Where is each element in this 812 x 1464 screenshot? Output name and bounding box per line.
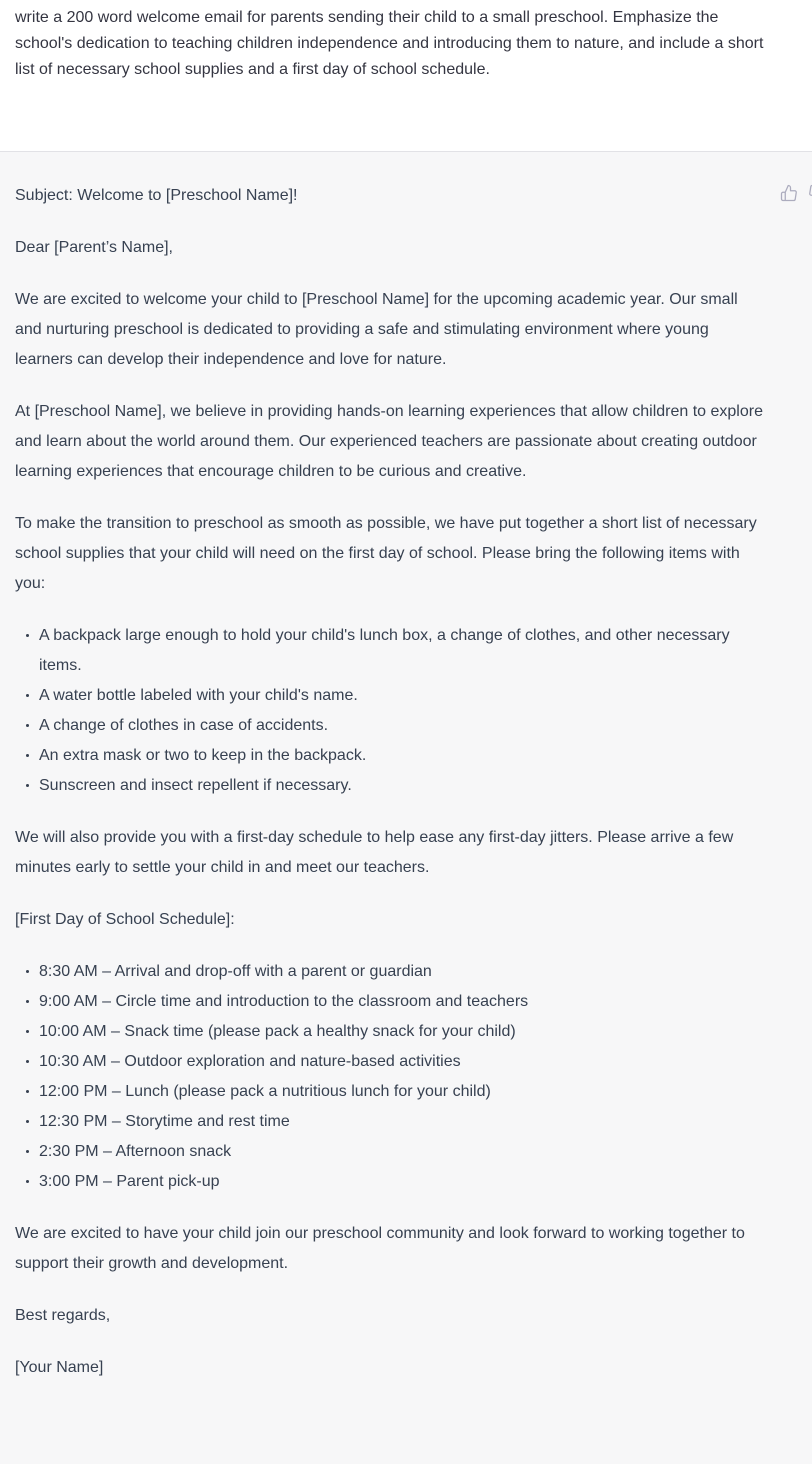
paragraph: We are excited to welcome your child to [Preschool Name] for the upcoming academic year. Our small and nurturing preschool is dedicated to providing a safe and stimulating environment where young learners can develop their independence and love for nature.: [15, 291, 738, 368]
list-item: 10:00 AM – Snack time (please pack a healthy snack for your child): [15, 1017, 763, 1047]
thumbs-down-icon: [808, 184, 812, 202]
paragraph: Subject: Welcome to [Preschool Name]!: [15, 187, 298, 204]
list-item: An extra mask or two to keep in the backpack.: [15, 741, 763, 771]
thumbs-up-icon: [780, 184, 798, 202]
bullet-list: [15, 621, 763, 801]
paragraph: We are excited to have your child join our preschool community and look forward to working together to support their growth and development.: [15, 1225, 745, 1272]
list-item: 12:00 PM – Lunch (please pack a nutritious lunch for your child): [15, 1077, 763, 1107]
paragraph: We will also provide you with a first-day schedule to help ease any first-day jitters. Please arrive a few minutes early to settle your child in and meet our teachers.: [15, 829, 734, 876]
list-item: 2:30 PM – Afternoon snack: [15, 1137, 763, 1167]
list-item: 9:00 AM – Circle time and introduction to the classroom and teachers: [15, 987, 763, 1017]
assistant-message: [0, 151, 812, 1464]
list-item: 8:30 AM – Arrival and drop-off with a parent or guardian: [15, 957, 763, 987]
list-item: A change of clothes in case of accidents.: [15, 711, 763, 741]
paragraph: To make the transition to preschool as smooth as possible, we have put together a short list of necessary school supplies that your child will need on the first day of school. Please bring the following items with you:: [15, 515, 757, 592]
thumbs-down-button[interactable]: [808, 184, 812, 202]
thumbs-up-button[interactable]: [780, 184, 798, 202]
list-item: A backpack large enough to hold your child's lunch box, a change of clothes, and other necessary items.: [15, 621, 763, 681]
paragraph: Best regards,: [15, 1307, 111, 1324]
list-item: Sunscreen and insect repellent if necessary.: [15, 771, 763, 801]
list-item: 10:30 AM – Outdoor exploration and nature-based activities: [15, 1047, 763, 1077]
list-item: 3:00 PM – Parent pick-up: [15, 1167, 763, 1197]
list-item: A water bottle labeled with your child's name.: [15, 681, 763, 711]
paragraph: Dear [Parent’s Name],: [15, 239, 173, 256]
paragraph: [First Day of School Schedule]:: [15, 911, 235, 928]
feedback-actions: [780, 184, 812, 202]
user-message: [0, 0, 812, 151]
assistant-message-content: [15, 181, 763, 1383]
paragraph: [Your Name]: [15, 1359, 104, 1376]
list-item: 12:30 PM – Storytime and rest time: [15, 1107, 763, 1137]
bullet-list: [15, 957, 763, 1197]
paragraph: At [Preschool Name], we believe in providing hands-on learning experiences that allow children to explore and learn about the world around them. Our experienced teachers are passionate about creating outdoor learning experiences that encourage children to be curious and creative.: [15, 403, 763, 480]
user-message-text: write a 200 word welcome email for parents sending their child to a small preschool. Emphasize the school's dedication to teaching children independence and introducing them to nature, and include a short list of necessary school supplies and a first day of school schedule.: [15, 9, 764, 78]
